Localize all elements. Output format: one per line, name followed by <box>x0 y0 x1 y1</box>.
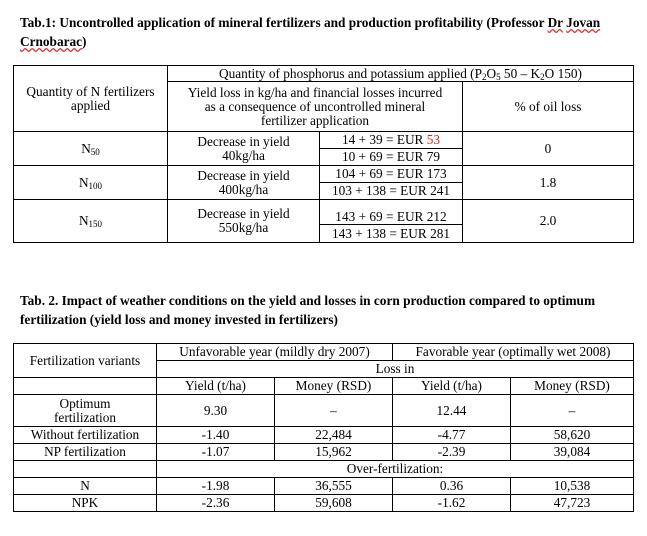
header-n-quantity: Quantity of N fertilizers applied <box>14 66 168 132</box>
variant-label: Optimum fertilization <box>14 395 157 427</box>
money-text: 14 + 39 = EUR <box>341 132 427 147</box>
oil-loss-cell: 2.0 <box>463 200 634 243</box>
money-cell: – <box>511 395 634 427</box>
money-cell: 22,484 <box>275 427 393 444</box>
money-cell <box>320 132 463 149</box>
caption-text: Tab.1: Uncontrolled application of mineral fertilizers and production profitability (Professor <box>20 15 548 30</box>
header-pk-quantity <box>168 66 634 82</box>
n-base: N <box>78 213 89 228</box>
header-oil-loss: % of oil loss <box>463 82 634 132</box>
decrease-label: Decrease in yield <box>197 133 290 149</box>
money-cell: 36,555 <box>275 478 393 495</box>
variant-label: NP fertilization <box>14 444 157 461</box>
yield-cell: -1.62 <box>393 495 511 512</box>
decrease-amount: 550kg/ha <box>218 220 269 235</box>
yield-cell: 0.36 <box>393 478 511 495</box>
money-cell: 143 + 138 = EUR 281 <box>320 225 463 243</box>
n-base: N <box>78 174 89 190</box>
n-quantity-cell <box>14 166 168 200</box>
header-money: Money (RSD) <box>511 378 634 395</box>
money-cell: 39,084 <box>511 444 634 461</box>
money-cell: 59,608 <box>275 495 393 512</box>
header-unfavorable-year: Unfavorable year (mildly dry 2007) <box>157 344 393 361</box>
over-fertilization-label: Over-fertilization: <box>157 461 634 478</box>
yield-cell: -2.39 <box>393 444 511 461</box>
header-money: Money (RSD) <box>275 378 393 395</box>
money-cell: 143 + 69 = EUR 212 <box>320 200 463 225</box>
yield-cell: 12.44 <box>393 395 511 427</box>
n-quantity-cell <box>14 132 168 166</box>
decrease-cell <box>168 200 320 243</box>
pk-sub: 2 <box>540 71 545 82</box>
weather-impact-table <box>13 343 634 512</box>
money-cell: 104 + 69 = EUR 173 <box>320 166 463 183</box>
header-yield: Yield (t/ha) <box>393 378 511 395</box>
variant-label: Without fertilization <box>14 427 157 444</box>
money-cell: 47,723 <box>511 495 634 512</box>
n-base: N <box>81 140 91 156</box>
yield-cell: -1.40 <box>157 427 275 444</box>
header-variants: Fertilization variants <box>14 344 157 378</box>
money-cell: 10 + 69 = EUR 79 <box>320 149 463 166</box>
oil-loss-cell: 1.8 <box>463 166 634 200</box>
caption-name-dr: Dr <box>547 15 563 30</box>
money-cell: 58,620 <box>511 427 634 444</box>
decrease-cell <box>168 166 320 200</box>
money-cell: 10,538 <box>511 478 634 495</box>
yield-cell: 9.30 <box>157 395 275 427</box>
money-highlight: 53 <box>426 132 441 147</box>
decrease-label: Decrease in yield <box>197 167 290 183</box>
decrease-amount: 40kg/ha <box>222 147 265 163</box>
oil-loss-cell: 0 <box>463 132 634 166</box>
n-sub: 100 <box>88 180 103 191</box>
n-quantity-cell <box>14 200 168 243</box>
over-empty <box>14 461 157 478</box>
caption-name: Jovan Crnobarac <box>20 15 601 49</box>
header-favorable-year: Favorable year (optimally wet 2008) <box>393 344 634 361</box>
pk-text: O <box>486 65 497 81</box>
pk-text: O 150) <box>544 65 582 81</box>
yield-cell: -2.36 <box>157 495 275 512</box>
pk-text: Quantity of phosphorus and potassium applied (P <box>219 65 482 81</box>
pk-sub: 2 <box>482 71 487 82</box>
money-cell: – <box>275 395 393 427</box>
table2-caption: Tab. 2. Impact of weather conditions on the yield and losses in corn production compared to optimum fertilization (yield loss and money invested in fertilizers) <box>20 293 596 327</box>
caption-close: ) <box>82 34 87 49</box>
header-yield: Yield (t/ha) <box>157 378 275 395</box>
pk-sub: 5 <box>496 71 501 82</box>
fertilizer-profitability-table <box>13 65 634 243</box>
decrease-label: Decrease in yield <box>197 206 290 221</box>
header-empty <box>14 378 157 395</box>
header-loss-in: Loss in <box>157 361 634 378</box>
yield-cell: -1.98 <box>157 478 275 495</box>
variant-label: NPK <box>14 495 157 512</box>
yield-cell: -1.07 <box>157 444 275 461</box>
table1-caption <box>20 13 630 51</box>
decrease-cell <box>168 132 320 166</box>
variant-label: N <box>14 478 157 495</box>
n-sub: 150 <box>88 219 103 229</box>
pk-text: 50 – K <box>500 65 541 81</box>
money-cell: 103 + 138 = EUR 241 <box>320 183 463 200</box>
decrease-amount: 400kg/ha <box>218 181 269 197</box>
money-cell: 15,962 <box>275 444 393 461</box>
header-yield-loss: Yield loss in kg/ha and financial losses incurred as a consequence of uncontrolled mineral fertilizer application <box>168 82 463 132</box>
yield-cell: -4.77 <box>393 427 511 444</box>
n-sub: 50 <box>90 146 100 157</box>
